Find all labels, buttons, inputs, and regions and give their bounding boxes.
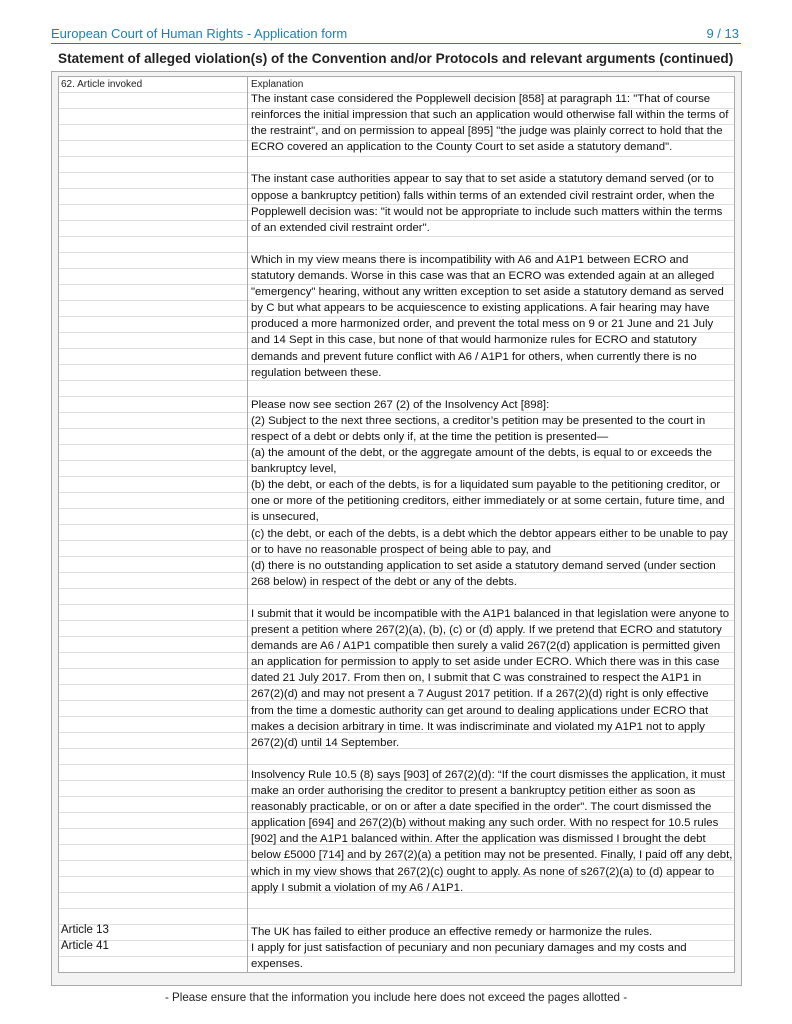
paragraph-popplewell: The instant case considered the Popplewell decision [858] at paragraph 11: "That of course reinforces the initial impression that such an application would otherwise fall within the terms of the restraint", and on permission to appeal [895] "the judge was plainly correct to hold that the ECRO covered an application to the County Court to set aside a statutory demand". [251,93,729,154]
header-divider [51,43,741,44]
explanation-label: Explanation [251,79,304,90]
article-41-text: I apply for just satisfaction of pecuniary and non pecuniary damages and my costs and expenses. [251,942,687,971]
paragraph-authorities: The instant case authorities appear to say that to set aside a statutory demand served (or to oppose a bankruptcy petition) falls within terms of an extended civil restraint order, when the Popplewell decision was: "it would not be appropriate to include such matters within the terms of an extended civil restraint order". [251,173,723,234]
article-13-text: The UK has failed to either produce an effective remedy or harmonize the rules. [251,926,653,938]
statement-table [58,76,735,973]
page-header [51,24,741,44]
page-footer-note: - Please ensure that the information you include here does not exceed the pages allotted - [164,991,628,1004]
article-41-label: Article 41 [61,940,109,952]
paragraph-insolvency-rule: Insolvency Rule 10.5 (8) says [903] of 267(2)(d): “If the court dismisses the application, it must make an order authorising the creditor to present a bankruptcy petition either as soon as reasonably practicable, or on or after a date specified in the order". The court dismissed the application [694] and 267(2)(b) without making any such order. With no respect for 10.5 rules [902] and the A1P1 balanced within. After the application was dismissed I brought the debt below £5000 [714] and by 267(2)(a) a petition may not be presented. Finally, I paid off any debt, which in my view shows that 267(2)(c) ought to apply. As none of s267(2)(a) to (d) appear to apply I submit a violation of my A6 / A1P1. [251,768,733,894]
paragraph-submission: I submit that it would be incompatible with the A1P1 balanced in that legislation were anyone to present a petition where 267(2)(a), (b), (c) or (d) apply. If we pretend that ECRO and statutory demands are A6 / A1P1 compatible then surely a valid 267(2(d) application is permitted given an application for permission to apply to set aside under ECRO. Which there was in this case dated 21 July 2017. From then on, I submit that C was constrained to respect the A1P1 in 267(2)(d) and may not present a 7 August 2017 petition. If a 267(2)(d) right is only effective from the time a domestic authority can get around to dealing applications under ECRO that makes a decision arbitrary in time. It was indiscriminate and violated my A1P1 not to apply 267(2)(d) until 14 September. [251,608,730,749]
explanation-column[interactable] [248,77,734,972]
paragraph-incompatibility: Which in my view means there is incompatibility with A6 and A1P1 between ECRO and statutory demands. Worse in this case was that an ECRO was extended again at an alleged "emergency" hearing, without any written exception to set aside a statutory demand as served by C but what appears to be acquiescence to existing applications. A fair hearing may have produced a more harmonized order, and prevent the total mess on 9 or 21 June and 21 July and 14 Sept in this case, but none of that would harmonize rules for ECRO and statutory demands and prevent future conflict with A6 / A1P1 for others, when currently there is no regulation between these. [251,253,724,379]
article-column[interactable] [59,77,248,972]
article-invoked-label: 62. Article invoked [61,79,143,90]
page-number: 9 / 13 [706,26,739,41]
section-title: Statement of alleged violation(s) of the Convention and/or Protocols and relevant arguments (continued) [58,51,734,66]
explanation-text [251,91,734,912]
article-13-label: Article 13 [61,924,109,936]
paragraph-section-267: Please now see section 267 (2) of the Insolvency Act [898]: (2) Subject to the next three sections, a creditor’s petition may be presented to the court in respect of a debt or debts only if, at the time the petition is presented— (a) the amount of the debt, or the aggregate amount of the debts, is equal to or exceeds the bankruptcy level, (b) the debt, or each of the debts, is for a liquidated sum payable to the petitioning creditor, or one or more of the petitioning creditors, either immediately or at some certain, future time, and is unsecured, (c) the debt, or each of the debts, is a debt which the debtor appears either to be unable to pay or to have no reasonable prospect of being able to pay, and (d) there is no outstanding application to set aside a statutory demand served (under section 268 below) in respect of the debt or any of the debts. [251,398,728,588]
form-title: European Court of Human Rights - Application form [51,26,348,41]
